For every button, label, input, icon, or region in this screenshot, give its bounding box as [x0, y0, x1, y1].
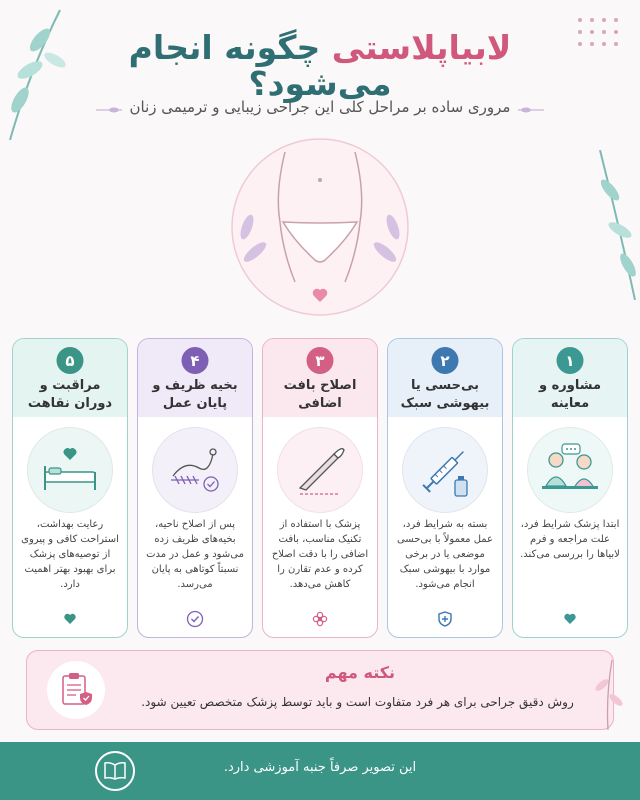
leaf-divider-right — [518, 104, 544, 116]
bed-rest-icon — [39, 442, 101, 498]
step-description: رعایت بهداشت، استراحت کافی و پیروی از توصیه‌های پزشک برای بهبود بهتر اهمیت دارد. — [21, 519, 119, 590]
leaf-decoration-note — [588, 660, 628, 730]
flower-icon — [312, 611, 328, 627]
step-number: ۵ — [57, 347, 84, 374]
step-card-1 — [512, 338, 628, 638]
step-number: ۱ — [557, 347, 584, 374]
heart-icon — [563, 612, 577, 626]
step-title: اصلاح بافت اضافی — [283, 378, 357, 411]
important-note-box — [26, 650, 614, 730]
step-description: ابتدا پزشک شرایط فرد، علت مراجعه و فرم لابیاها را بررسی می‌کند. — [520, 519, 620, 560]
step-card-4 — [137, 338, 253, 638]
steps-row — [12, 338, 628, 638]
note-text: روش دقیق جراحی برای هر فرد متفاوت است و باید توسط پزشک متخصص تعیین شود. — [141, 695, 574, 709]
step-number: ۲ — [432, 347, 459, 374]
step-card-2 — [387, 338, 503, 638]
step-title: مراقبت و دوران نقاهت — [27, 378, 113, 411]
body-illustration — [225, 132, 415, 322]
page-title — [60, 30, 580, 103]
step-number: ۴ — [182, 347, 209, 374]
title-highlight: لابیاپلاستی — [331, 28, 512, 67]
book-icon — [103, 761, 127, 781]
step-description: پس از اصلاح ناحیه، بخیه‌های ظریف زده می‌شود و عمل در مدت نسبتاً کوتاهی به پایان می‌رسد. — [146, 519, 244, 590]
step-title: مشاوره و معاینه — [538, 378, 601, 411]
scalpel-icon — [290, 440, 350, 500]
step-title: بخیه ظریف و پایان عمل — [152, 378, 238, 411]
leaf-divider-left — [96, 104, 122, 116]
page-subtitle: مروری ساده بر مراحل کلی این جراحی زیبایی و ترمیمی زنان — [129, 98, 511, 116]
consultation-icon — [538, 442, 602, 498]
leaf-decoration-right — [580, 150, 640, 300]
title-rest: چگونه انجام می‌شود؟ — [128, 28, 392, 104]
footer-disclaimer: این تصویر صرفاً جنبه آموزشی دارد. — [223, 760, 417, 775]
footer-bar — [0, 742, 640, 800]
step-title: بی‌حسی یا بیهوشی سبک — [400, 378, 490, 411]
check-icon — [186, 610, 204, 628]
step-number: ۳ — [307, 347, 334, 374]
step-card-5 — [12, 338, 128, 638]
heart-icon — [63, 612, 77, 626]
note-title: نکته مهم — [324, 663, 396, 682]
step-description: بسته به شرایط فرد، عمل معمولاً با بی‌حسی موضعی یا در برخی موارد با بیهوشی سبک انجام می‌شود. — [396, 519, 494, 590]
clipboard-shield-icon — [56, 670, 96, 710]
syringe-icon — [415, 440, 475, 500]
step-description: پزشک با استفاده از تکنیک مناسب، بافت اضافی را با دقت اصلاح کرده و عدم تقارن را کاهش می‌دهد. — [271, 519, 369, 590]
shield-icon — [437, 611, 453, 627]
suture-icon — [165, 440, 225, 500]
step-card-3 — [262, 338, 378, 638]
